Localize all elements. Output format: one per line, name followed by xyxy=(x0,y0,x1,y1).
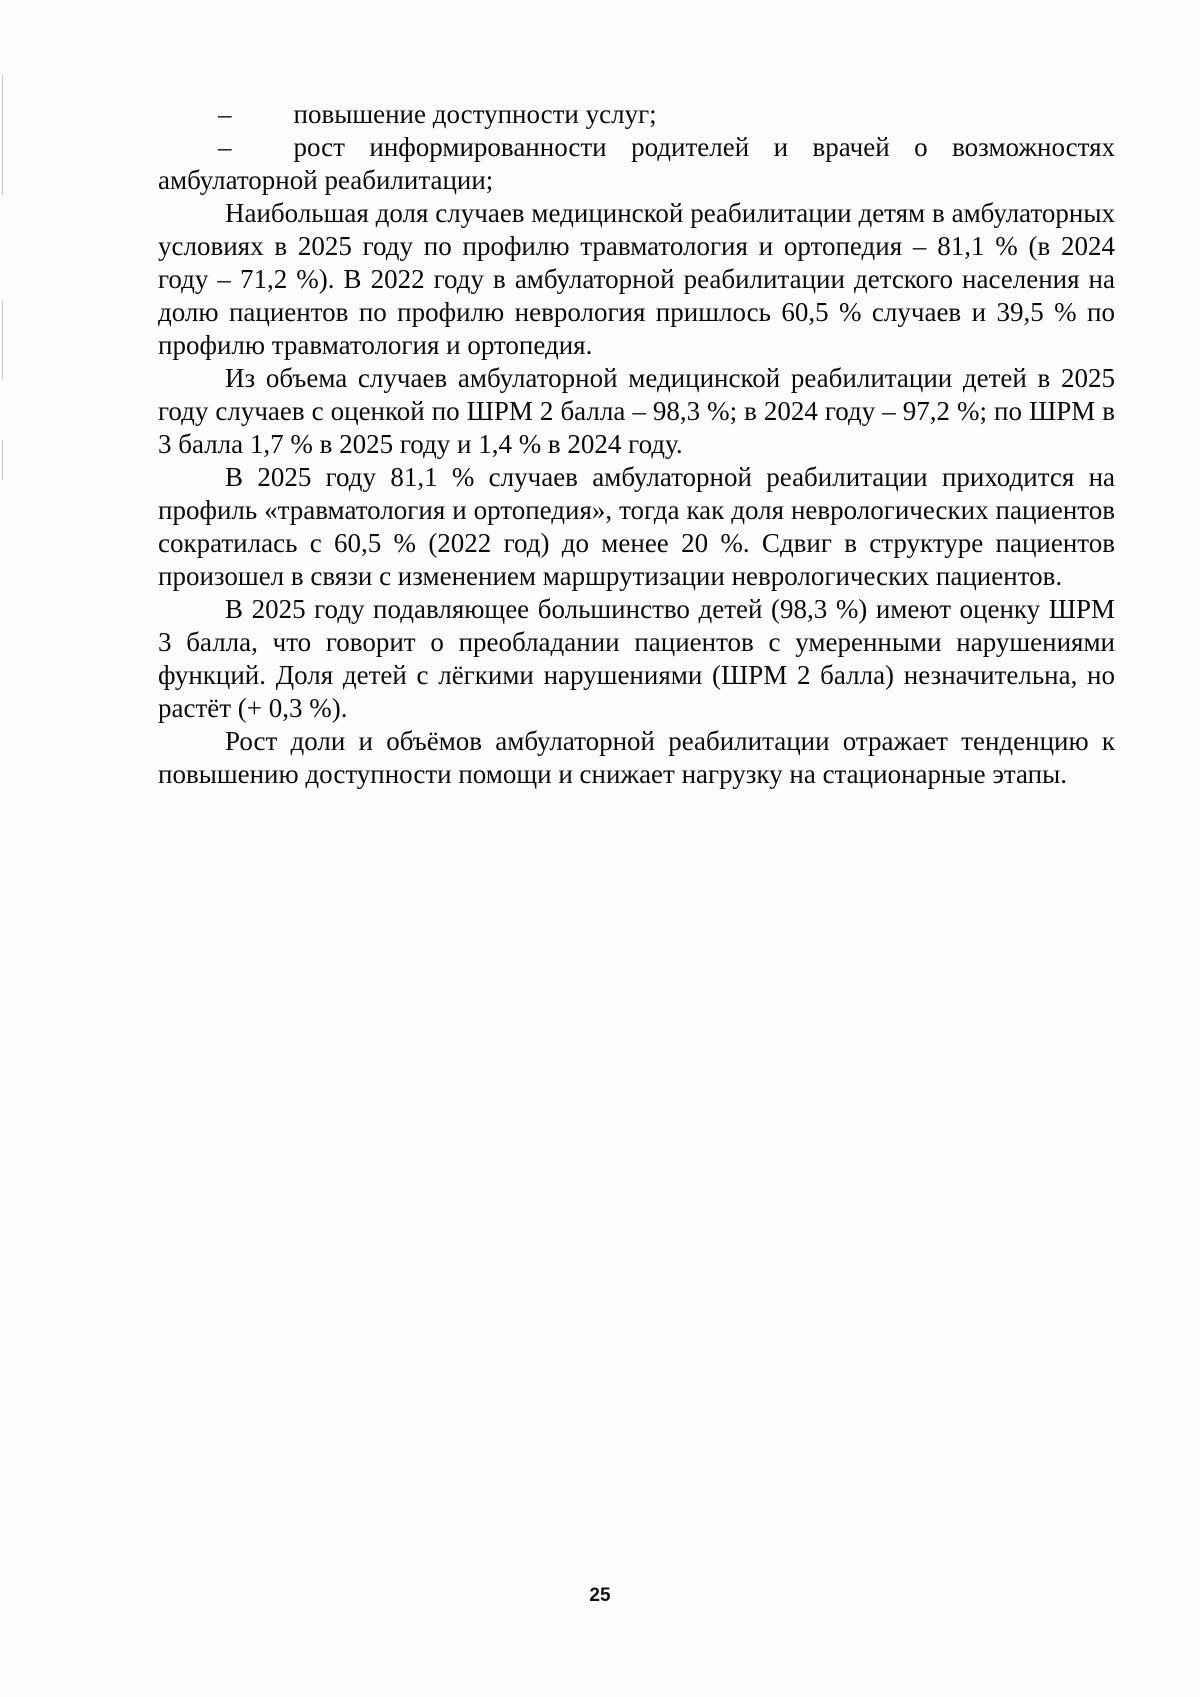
paragraph-3: В 2025 году 81,1 % случаев амбулаторной реабилитации приходится на профиль «травматология и ортопедия», тогда как доля неврологических пациентов сократилась с 60,5 % (2022 год) до менее 20 %. Сдвиг в структуре пациентов произошел в связи с изменением маршрутизации неврологических пациентов. xyxy=(158,462,1115,591)
paragraph-4: В 2025 году подавляющее большинство детей (98,3 %) имеют оценку ШРМ 3 балла, что говорит о преобладании пациентов с умеренными нарушениями функций. Доля детей с лёгкими нарушениями (ШРМ 2 балла) незначительна, но растёт (+ 0,3 %). xyxy=(158,594,1115,723)
scan-artifact xyxy=(2,440,3,480)
scan-artifact xyxy=(2,75,3,195)
paragraph-5: Рост доли и объёмов амбулаторной реабилитации отражает тенденцию к повышению доступности помощи и снижает нагрузку на стационарные этапы. xyxy=(158,726,1115,789)
bullet-dash: – xyxy=(218,99,232,129)
bullet-item-2 xyxy=(158,131,1115,197)
paragraph-2: Из объема случаев амбулаторной медицинской реабилитации детей в 2025 году случаев с оценкой по ШРМ 2 балла – 98,3 %; в 2024 году – 97,2 %; по ШРМ в 3 балла 1,7 % в 2025 году и 1,4 % в 2024 году. xyxy=(158,363,1115,459)
bullet-text: рост информированности родителей и врачей о возможностях амбулаторной реабилитации; xyxy=(158,132,1115,195)
paragraph-1: Наибольшая доля случаев медицинской реабилитации детям в амбулаторных условиях в 2025 году по профилю травматология и ортопедия – 81,1 % (в 2024 году – 71,2 %). В 2022 году в амбулаторной реабилитации детского населения на долю пациентов по профилю неврология пришлось 60,5 % случаев и 39,5 % по профилю травматология и ортопедия. xyxy=(158,198,1115,360)
scan-artifact xyxy=(2,300,3,380)
page-number: 25 xyxy=(589,1585,611,1606)
body-text xyxy=(158,98,1115,791)
bullet-text: повышение доступности услуг; xyxy=(293,99,657,129)
bullet-item-1 xyxy=(158,98,1115,131)
bullet-dash: – xyxy=(218,132,232,162)
